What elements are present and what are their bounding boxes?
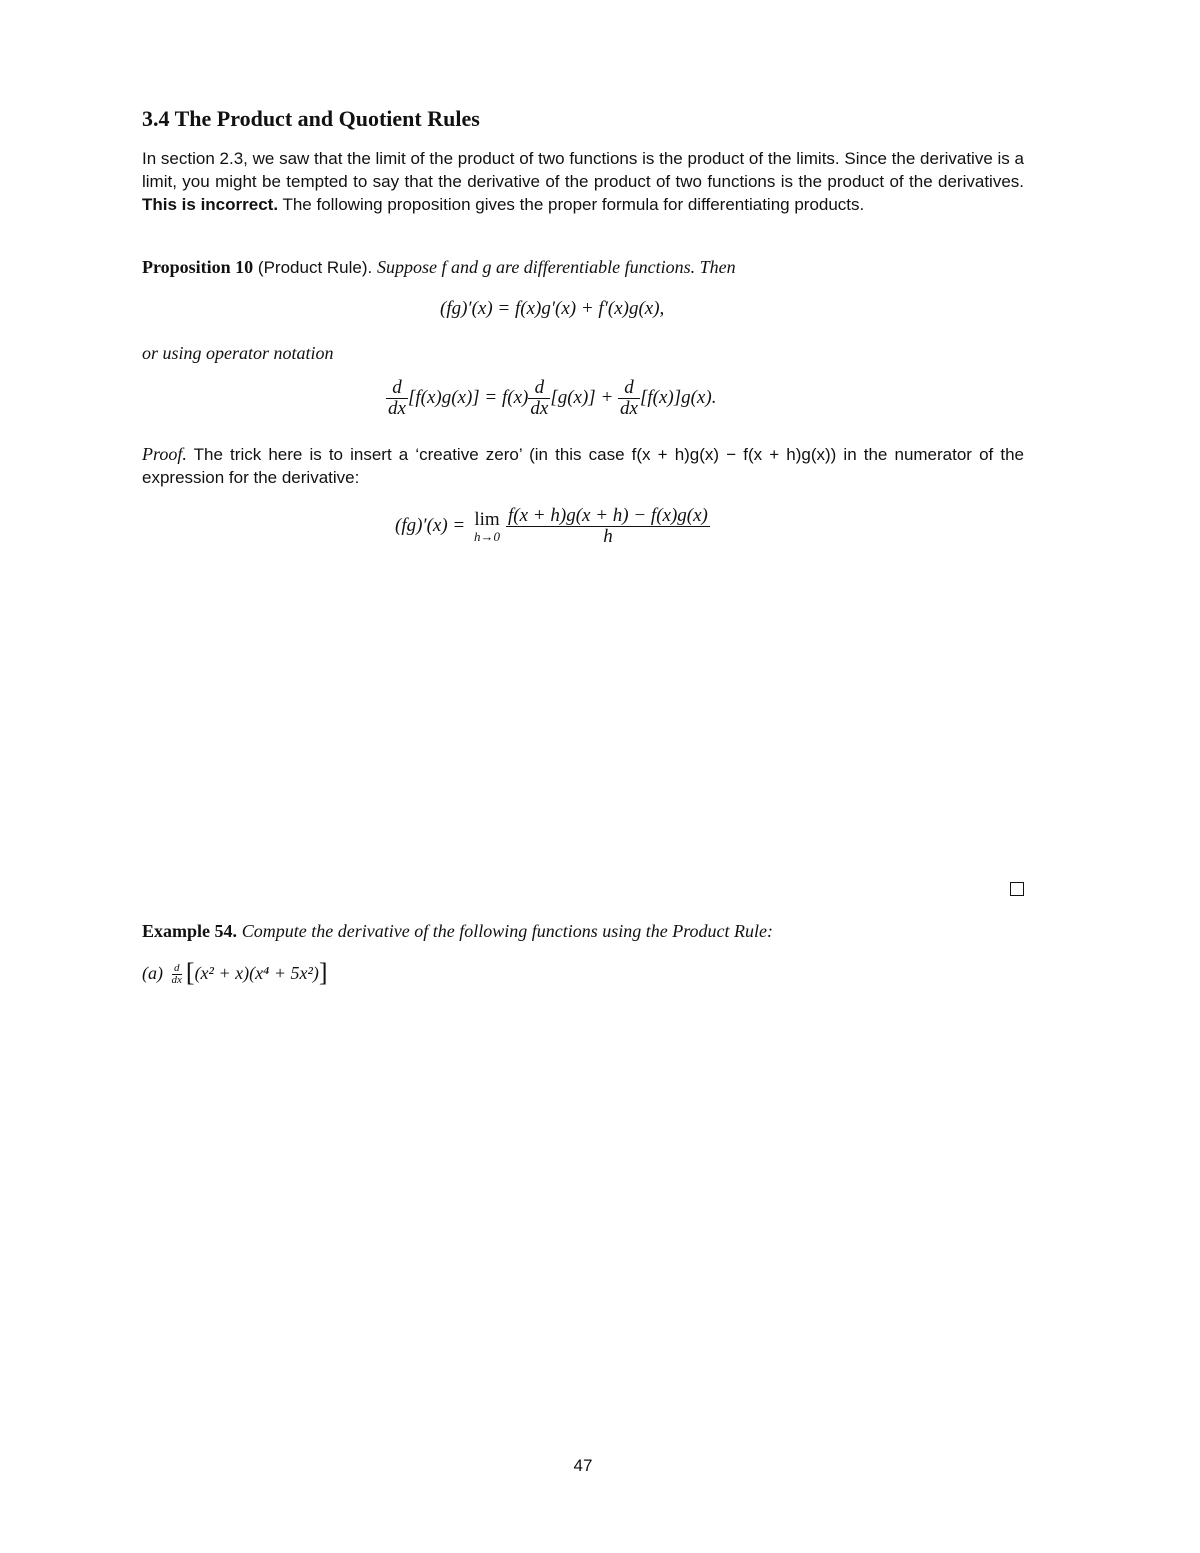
limit-definition-equation bbox=[395, 506, 710, 547]
proof-text: The trick here is to insert a ‘creative zero’ (in this case f(x + h)g(x) − f(x + h)g(x)) in the numerator of the expression for the derivative: bbox=[142, 445, 1024, 487]
derivative-operator: $\frac{d}{dx}$ bbox=[620, 377, 638, 419]
example-text: Compute the derivative of the following functions using the Product Rule: bbox=[241, 921, 773, 941]
intro-text-after: The following proposition gives the proper formula for differentiating products. bbox=[282, 195, 865, 214]
proposition bbox=[142, 256, 1024, 279]
operator-term-2: [g(x)] + bbox=[550, 386, 614, 408]
derivative-operator: $\frac{d}{dx}$ bbox=[388, 377, 406, 419]
page-number: 47 bbox=[573, 1456, 593, 1475]
proof-paragraph bbox=[142, 443, 1024, 489]
proposition-label: Proposition 10 bbox=[142, 257, 254, 277]
example-part-a: (a) $\frac{d}{dx}$ [(x² + x)(x⁴ + 5x²)] bbox=[142, 958, 328, 987]
section-title: 3.4 The Product and Quotient Rules bbox=[142, 106, 480, 131]
limit-fraction: $\frac{f(x + h)g(x + h) - f(x)g(x)}{h}$ bbox=[508, 505, 708, 547]
qed-square-icon bbox=[1010, 882, 1024, 896]
operator-note-text: or using operator notation bbox=[142, 343, 334, 363]
proof-label: Proof. bbox=[142, 444, 187, 464]
limit-operator: lim h→0 bbox=[474, 508, 500, 544]
operator-term-1: [f(x)g(x)] = f(x) bbox=[407, 386, 529, 408]
product-rule-equation: (fg)′(x) = f(x)g′(x) + f′(x)g(x), bbox=[440, 298, 665, 319]
operator-note bbox=[142, 342, 1024, 365]
proposition-statement: Suppose f and g are differentiable functions. Then bbox=[376, 257, 736, 277]
intro-paragraph bbox=[142, 147, 1024, 216]
example-label: Example 54. bbox=[142, 921, 238, 941]
intro-emphasis: This is incorrect. bbox=[142, 195, 279, 214]
derivative-operator: $\frac{d}{dx}$ bbox=[530, 377, 549, 419]
limit-lhs: (fg)′(x) = bbox=[395, 514, 466, 536]
intro-text: In section 2.3, we saw that the limit of the product of two functions is the product of the limits. Since the derivative is a limit, you might be tempted to say that the derivative of the product of two functions is the product of the derivatives. bbox=[142, 149, 1024, 191]
operator-term-3: [f(x)]g(x). bbox=[639, 386, 717, 408]
part-a-label: (a) bbox=[142, 963, 163, 983]
operator-notation-equation bbox=[386, 378, 716, 419]
example bbox=[142, 920, 1024, 943]
proposition-name: (Product Rule). bbox=[257, 258, 373, 277]
part-a-expression: (x² + x)(x⁴ + 5x²) bbox=[194, 963, 319, 983]
derivative-operator: $\frac{d}{dx}$ bbox=[171, 962, 182, 987]
